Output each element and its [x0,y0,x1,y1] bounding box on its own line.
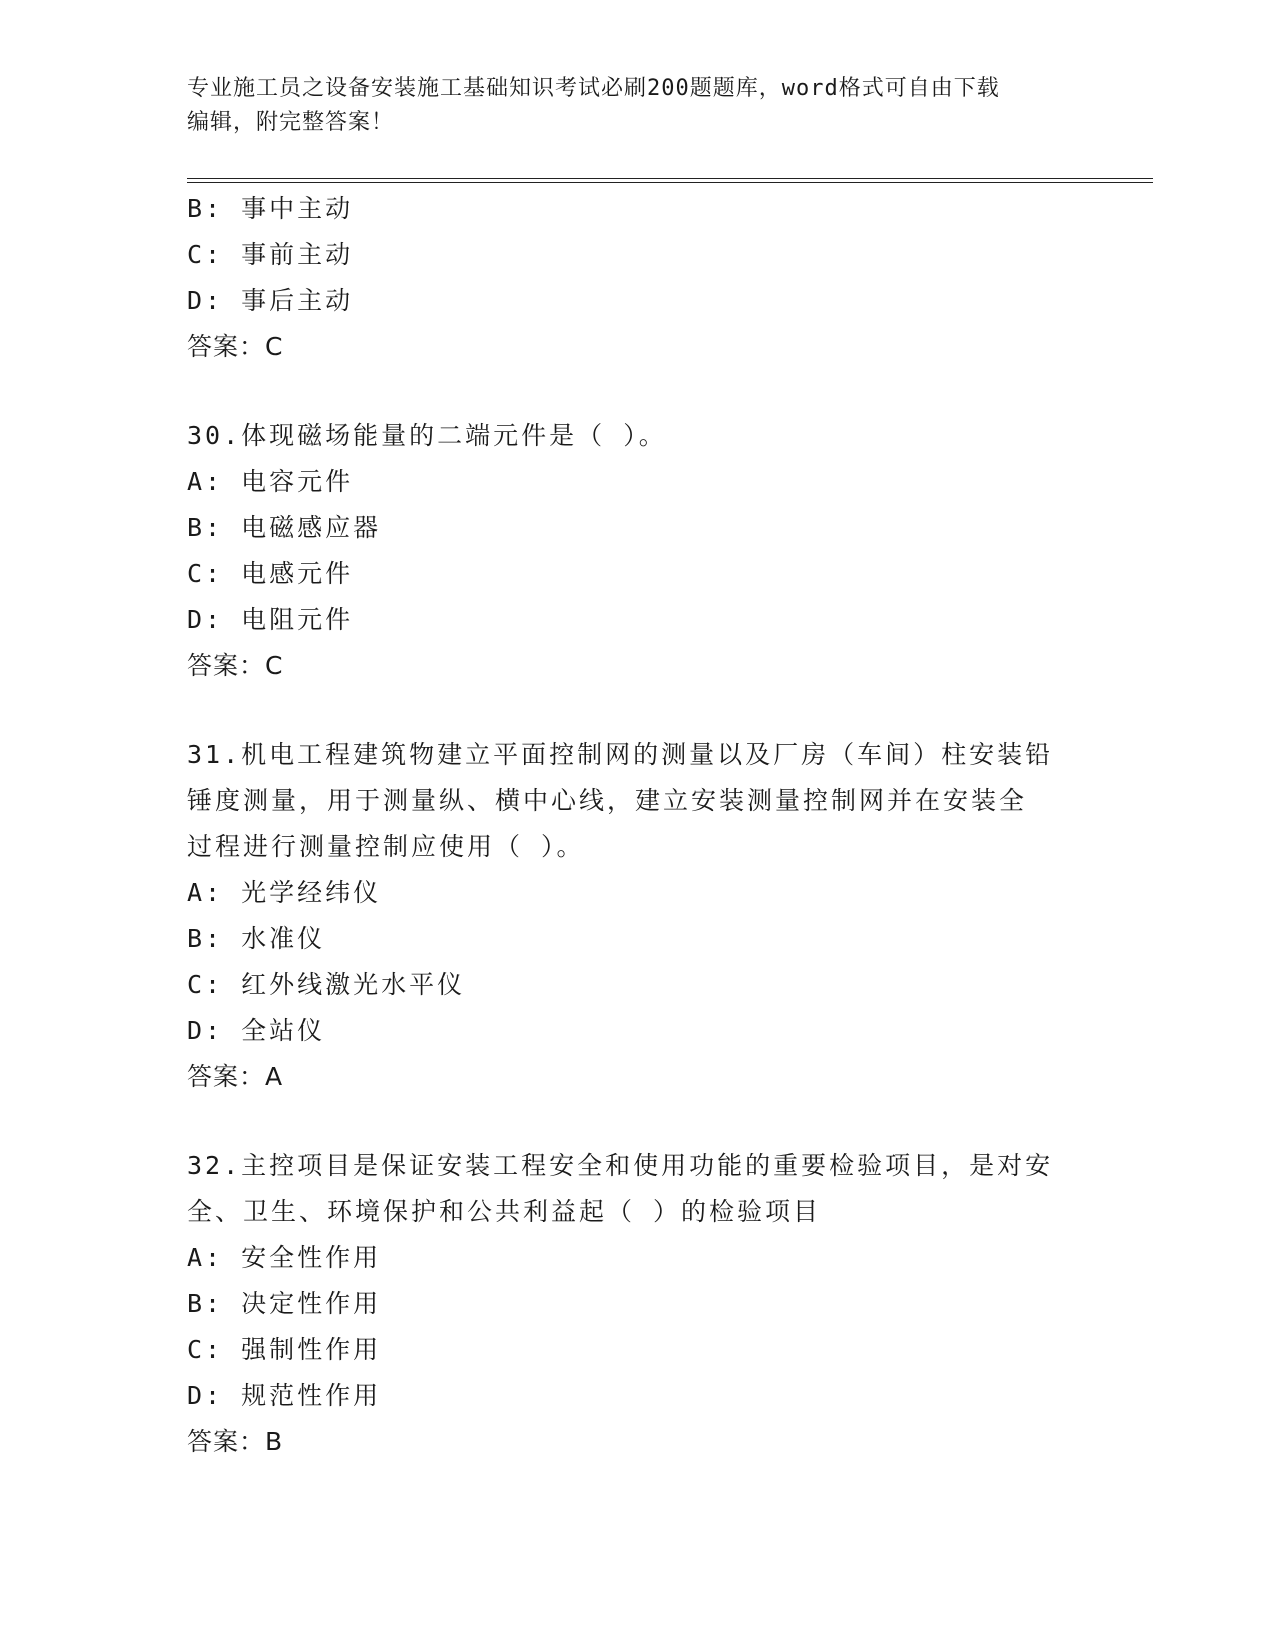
question-block-29 [187,186,1087,370]
option-label: C: [187,240,224,269]
option-d [187,1373,1087,1419]
option-text: 电感元件 [241,559,354,588]
option-label: A: [187,878,224,907]
option-text: 事中主动 [241,194,354,223]
answer: 答案：C [187,651,284,680]
option-c [187,551,1087,597]
question-block-32 [187,1143,1087,1465]
option-b [187,186,1087,232]
option-d [187,1008,1087,1054]
option-a [187,459,1087,505]
answer: 答案：C [187,332,284,361]
option-b [187,916,1087,962]
option-d [187,278,1087,324]
answer: 答案：B [187,1427,284,1456]
option-text: 事前主动 [241,240,354,269]
option-label: C: [187,559,224,588]
option-c [187,962,1087,1008]
question-stem-line-3: 过程进行测量控制应使用（ ）。 [187,832,585,861]
header-line-1: 专业施工员之设备安装施工基础知识考试必刷200题题库，word格式可自由下载 [187,76,1000,101]
question-stem: 30.体现磁场能量的二端元件是（ ）。 [187,421,667,450]
question-stem-line-2: 锤度测量，用于测量纵、横中心线，建立安装测量控制网并在安装全 [187,786,1028,815]
answer: 答案：A [187,1062,284,1091]
header-line-2: 编辑，附完整答案！ [187,110,395,135]
option-a [187,870,1087,916]
option-c [187,1327,1087,1373]
option-label: B: [187,1289,224,1318]
option-text: 规范性作用 [241,1381,382,1410]
option-text: 红外线激光水平仪 [241,970,466,999]
question-block-31 [187,732,1087,1100]
option-text: 决定性作用 [241,1289,382,1318]
option-label: A: [187,467,224,496]
option-label: D: [187,1016,224,1045]
header-divider [187,178,1153,183]
question-block-30 [187,413,1087,689]
option-text: 电阻元件 [241,605,354,634]
option-a [187,1235,1087,1281]
option-label: B: [187,924,224,953]
option-text: 事后主动 [241,286,354,315]
option-label: A: [187,1243,224,1272]
option-text: 安全性作用 [241,1243,382,1272]
option-text: 光学经纬仪 [241,878,382,907]
option-b [187,505,1087,551]
page-header [187,72,1067,140]
option-label: D: [187,1381,224,1410]
option-label: B: [187,194,224,223]
question-list [187,186,1087,1465]
option-c [187,232,1087,278]
option-text: 电磁感应器 [241,513,382,542]
question-stem-line-1: 32.主控项目是保证安装工程安全和使用功能的重要检验项目，是对安 [187,1151,1054,1180]
option-text: 全站仪 [241,1016,326,1045]
option-d [187,597,1087,643]
option-text: 强制性作用 [241,1335,382,1364]
option-text: 电容元件 [241,467,354,496]
question-stem-line-1: 31.机电工程建筑物建立平面控制网的测量以及厂房（车间）柱安装铅 [187,740,1054,769]
question-stem-line-2: 全、卫生、环境保护和公共利益起（ ）的检验项目 [187,1197,822,1226]
option-label: D: [187,605,224,634]
option-label: D: [187,286,224,315]
option-label: B: [187,513,224,542]
option-label: C: [187,970,224,999]
option-label: C: [187,1335,224,1364]
option-b [187,1281,1087,1327]
option-text: 水准仪 [241,924,326,953]
